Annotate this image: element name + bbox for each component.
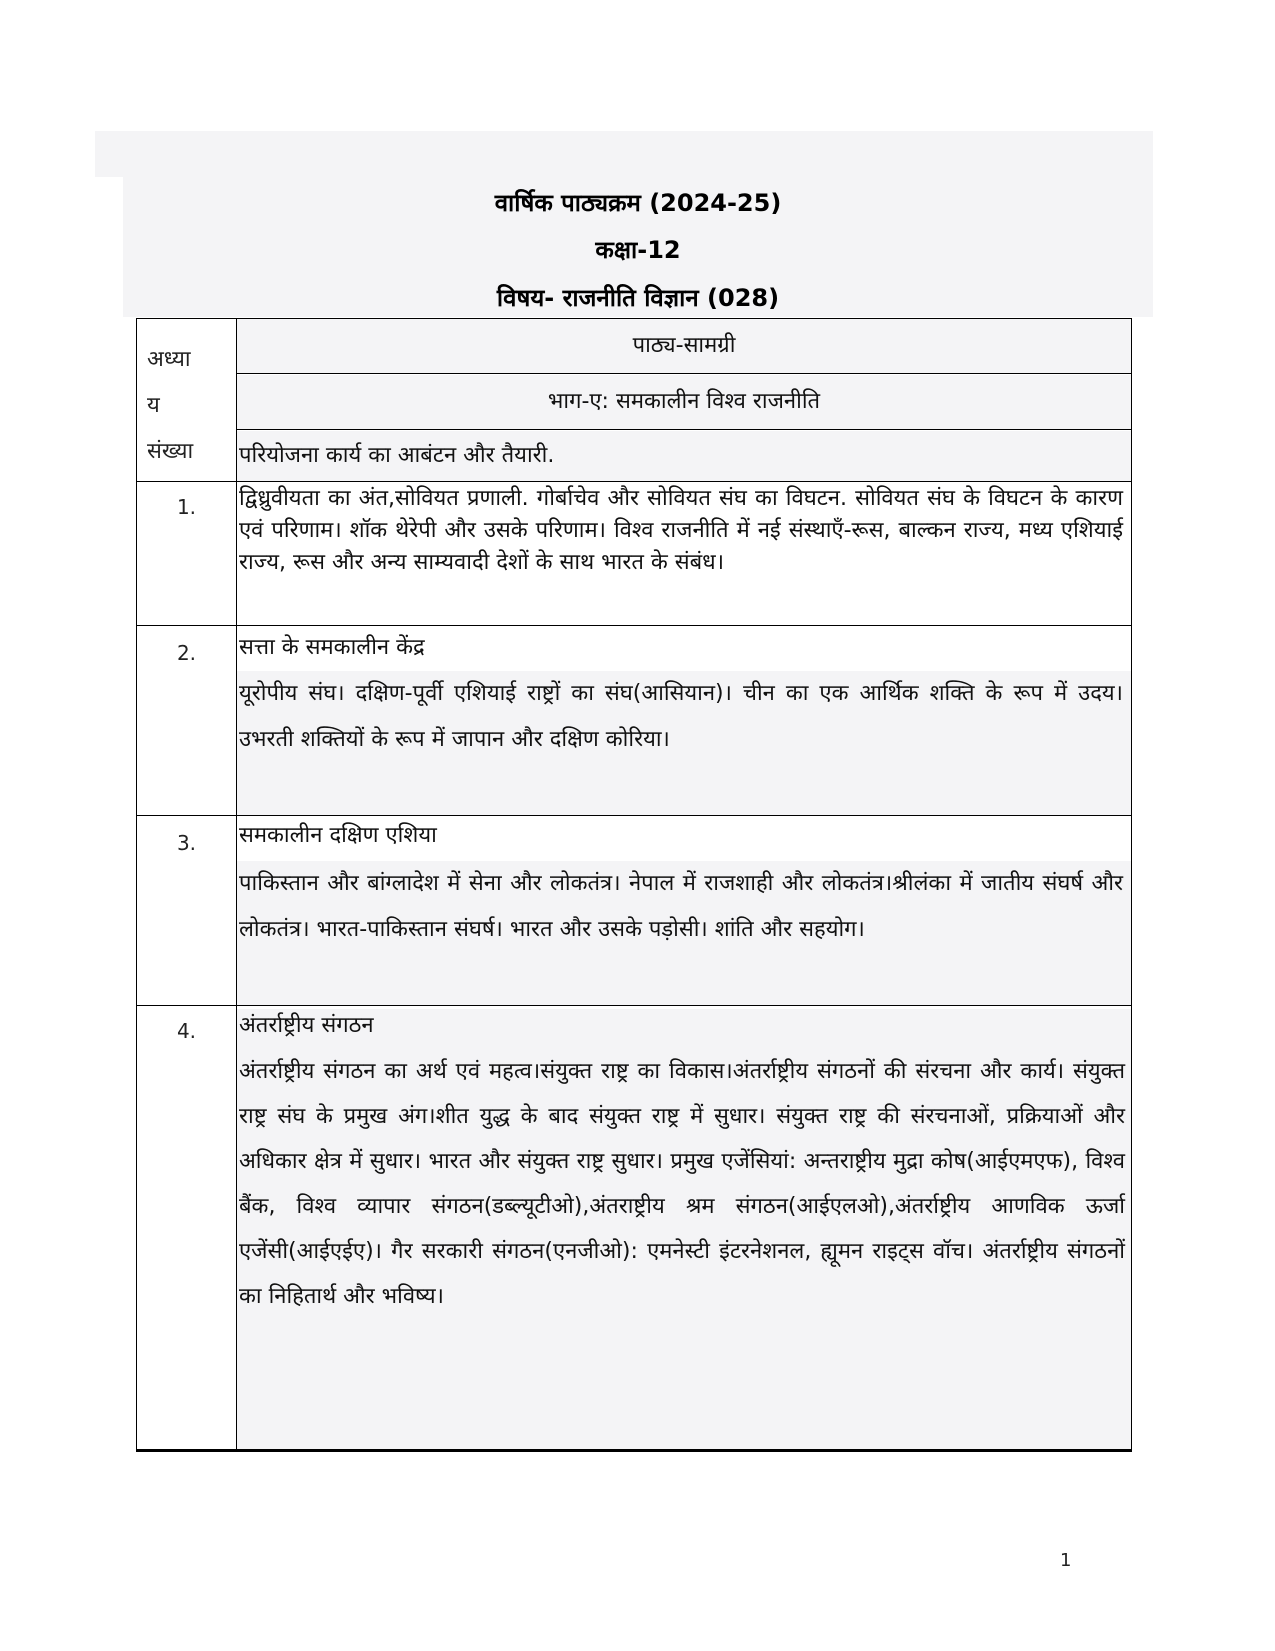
syllabus-table — [136, 318, 1132, 1452]
project-row: परियोजना कार्य का आबंटन और तैयारी. — [237, 431, 1131, 481]
row-divider — [137, 815, 1131, 816]
header-shade — [95, 131, 1153, 177]
page-number: 1 — [1060, 1550, 1072, 1571]
row-body: द्विध्रुवीयता का अंत,सोवियत प्रणाली. गोर्बाचेव और सोवियत संघ का विघटन. सोवियत संघ के विघटन के कारण एवं परिणाम। शॉक थेरेपी और उसके परिणाम। विश्व राजनीति में नई संस्थाएँ-रूस, बाल्कन राज्य, मध्य एशियाई राज्य, रूस और अन्य साम्यवादी देशों के साथ भारत के संबंध। — [239, 486, 1123, 575]
row-body: अंतर्राष्ट्रीय संगठन का अर्थ एवं महत्व।संयुक्त राष्ट्र का विकास।अंतर्राष्ट्रीय संगठनों की संरचना और कार्य। संयुक्त राष्ट्र संघ के प्रमुख अंग।शीत युद्ध के बाद संयुक्त राष्ट्र में सुधार। संयुक्त राष्ट्र की संरचनाओं, प्रक्रियाओं और अधिकार क्षेत्र में सुधार। भारत और संयुक्त राष्ट्र सुधार। प्रमुख एजेंसियां: अन्तराष्ट्रीय मुद्रा कोष(आईएमएफ), विश्व बैंक, विश्व व्यापार संगठन(डब्ल्यूटीओ),अंतराष्ट्रीय श्रम संगठन(आईएलओ),अंतर्राष्ट्रीय आणविक ऊर्जा एजेंसी(आईएईए)। गैर सरकारी संगठन(एनजीओ): एमनेस्टी इंटरनेशनल, ह्यूमन राइट्स वॉच। अंतर्राष्ट्रीय संगठनों का निहितार्थ और भविष्य। — [237, 1049, 1131, 1449]
row-divider — [236, 373, 1131, 374]
row-number: 3. — [176, 831, 197, 855]
row-divider — [137, 481, 1131, 482]
class-label: कक्षा-12 — [595, 236, 681, 264]
row-body: यूरोपीय संघ। दक्षिण-पूर्वी एशियाई राष्ट्रों का संघ(आसियान)। चीन का एक आर्थिक शक्ति के रूप में उदय। उभरती शक्तियों के रूप में जापान और दक्षिण कोरिया। — [237, 671, 1131, 815]
row-title: सत्ता के समकालीन केंद्र — [239, 635, 425, 660]
content-header: पाठ्य-सामग्री — [237, 319, 1131, 373]
row-divider — [236, 429, 1131, 430]
row-title: अंतर्राष्ट्रीय संगठन — [237, 1009, 1131, 1049]
row-number: 2. — [176, 641, 197, 665]
chapter-number-header: अध्या य संख्या — [147, 347, 194, 464]
row-title: समकालीन दक्षिण एशिया — [239, 823, 437, 848]
row-divider — [137, 1005, 1131, 1006]
row-number: 1. — [176, 495, 197, 519]
document-title: वार्षिक पाठ्यक्रम (2024-25) — [494, 189, 782, 217]
row-divider — [137, 625, 1131, 626]
row-body: पाकिस्तान और बांग्लादेश में सेना और लोकतंत्र। नेपाल में राजशाही और लोकतंत्र।श्रीलंका में जातीय संघर्ष और लोकतंत्र। भारत-पाकिस्तान संघर्ष। भारत और उसके पड़ोसी। शांति और सहयोग। — [237, 861, 1131, 1005]
row-number: 4. — [176, 1019, 197, 1043]
subject-label: विषय- राजनीति विज्ञान (028) — [496, 284, 780, 312]
part-title: भाग-ए: समकालीन विश्व राजनीति — [237, 375, 1131, 429]
